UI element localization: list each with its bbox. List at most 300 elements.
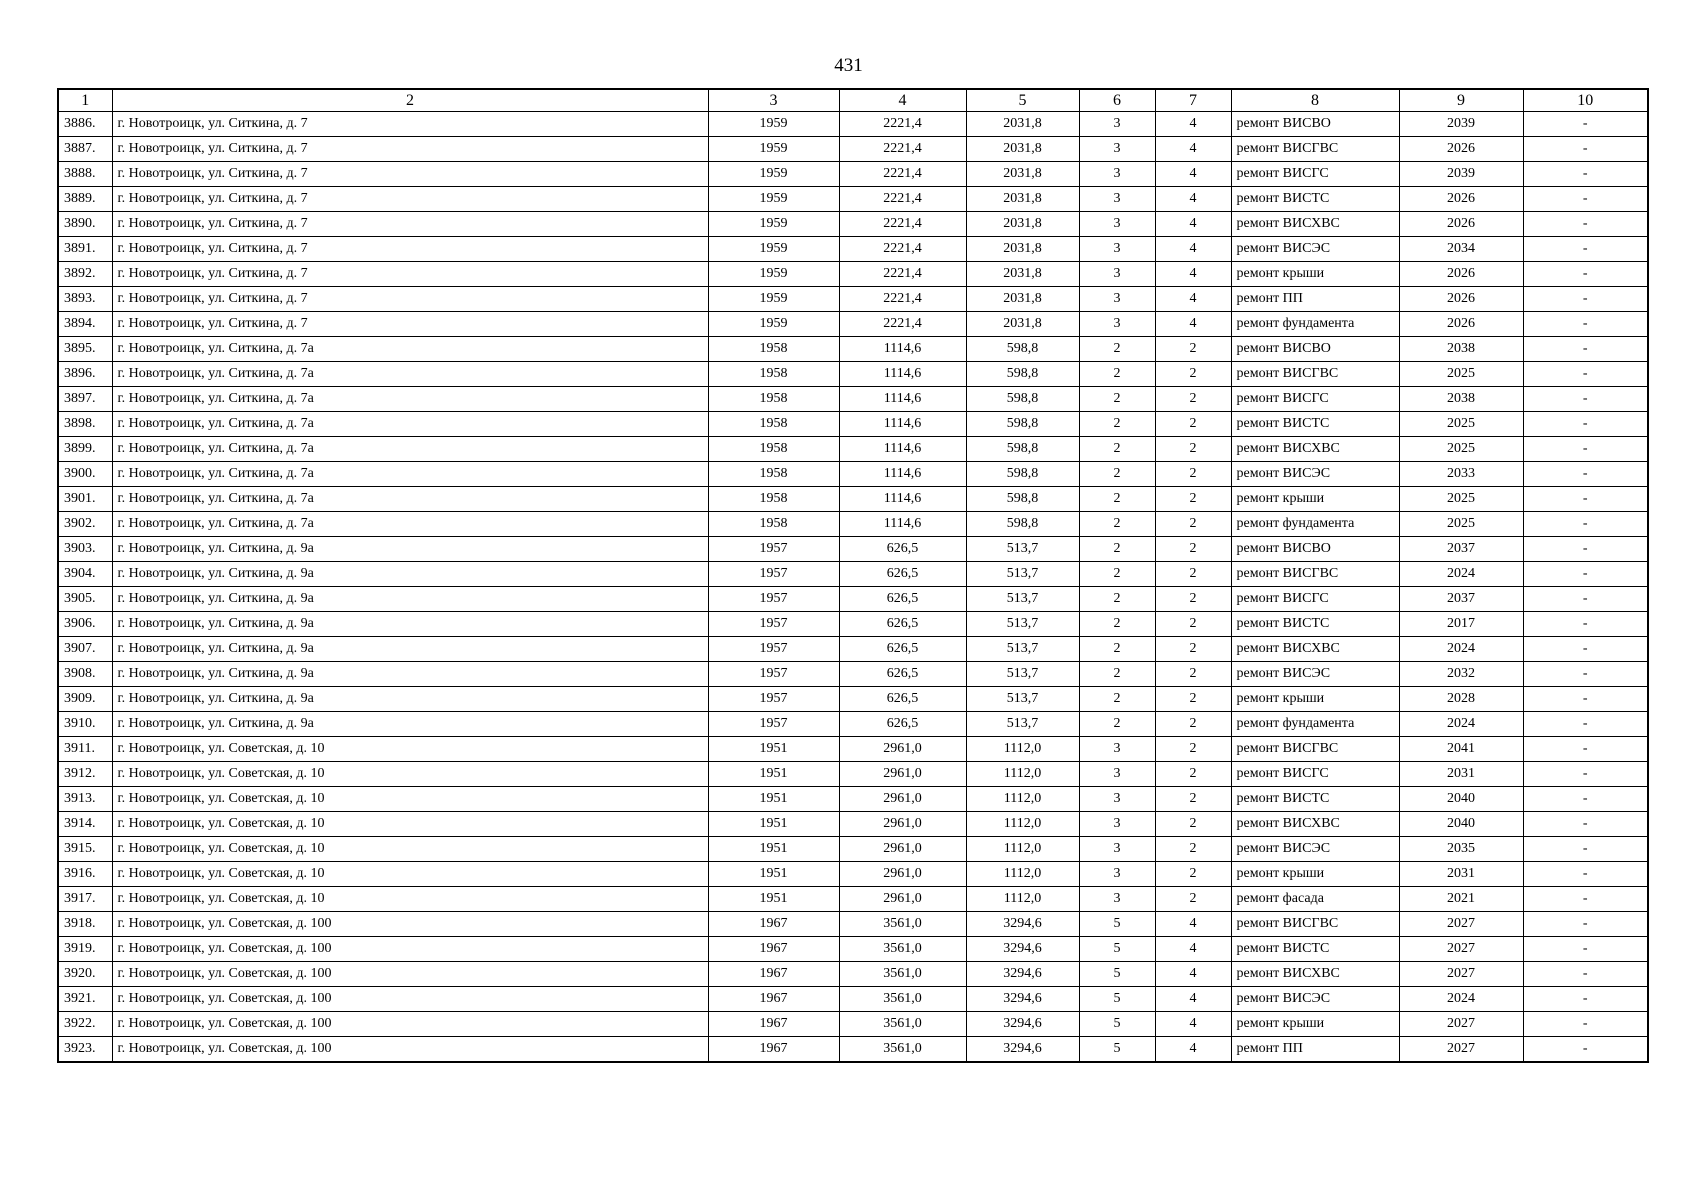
total-area-cell: 1114,6 [839, 387, 966, 412]
planned-year-cell: 2033 [1399, 462, 1523, 487]
planned-year-cell: 2038 [1399, 387, 1523, 412]
year-cell: 1967 [708, 912, 839, 937]
header-row [58, 89, 1648, 112]
work-type-cell: ремонт крыши [1231, 1012, 1399, 1037]
total-area-cell: 2961,0 [839, 862, 966, 887]
note-cell: - [1523, 437, 1648, 462]
row-number-cell: 3914. [58, 812, 112, 837]
entrances-cell: 4 [1155, 1037, 1231, 1063]
table-row [58, 937, 1648, 962]
address-cell: г. Новотроицк, ул. Ситкина, д. 7 [112, 112, 708, 137]
planned-year-cell: 2034 [1399, 237, 1523, 262]
year-cell: 1958 [708, 512, 839, 537]
address-cell: г. Новотроицк, ул. Советская, д. 100 [112, 912, 708, 937]
entrances-cell: 4 [1155, 262, 1231, 287]
address-cell: г. Новотроицк, ул. Советская, д. 100 [112, 1037, 708, 1063]
row-number-cell: 3913. [58, 787, 112, 812]
living-area-cell: 513,7 [966, 612, 1079, 637]
floors-cell: 2 [1079, 512, 1155, 537]
planned-year-cell: 2027 [1399, 937, 1523, 962]
note-cell: - [1523, 537, 1648, 562]
year-cell: 1958 [708, 362, 839, 387]
planned-year-cell: 2031 [1399, 762, 1523, 787]
living-area-cell: 598,8 [966, 487, 1079, 512]
entrances-cell: 4 [1155, 987, 1231, 1012]
address-cell: г. Новотроицк, ул. Ситкина, д. 9а [112, 637, 708, 662]
living-area-cell: 3294,6 [966, 1037, 1079, 1063]
total-area-cell: 2961,0 [839, 737, 966, 762]
entrances-cell: 2 [1155, 762, 1231, 787]
work-type-cell: ремонт ВИСТС [1231, 412, 1399, 437]
table-row [58, 187, 1648, 212]
work-type-cell: ремонт ВИСХВС [1231, 962, 1399, 987]
living-area-cell: 3294,6 [966, 912, 1079, 937]
address-cell: г. Новотроицк, ул. Ситкина, д. 9а [112, 662, 708, 687]
entrances-cell: 2 [1155, 512, 1231, 537]
table-row [58, 237, 1648, 262]
row-number-cell: 3907. [58, 637, 112, 662]
floors-cell: 2 [1079, 362, 1155, 387]
row-number-cell: 3888. [58, 162, 112, 187]
address-cell: г. Новотроицк, ул. Советская, д. 10 [112, 862, 708, 887]
entrances-cell: 4 [1155, 962, 1231, 987]
planned-year-cell: 2026 [1399, 137, 1523, 162]
entrances-cell: 2 [1155, 362, 1231, 387]
register-table [57, 88, 1649, 1063]
year-cell: 1951 [708, 762, 839, 787]
total-area-cell: 626,5 [839, 537, 966, 562]
total-area-cell: 2221,4 [839, 112, 966, 137]
work-type-cell: ремонт крыши [1231, 262, 1399, 287]
entrances-cell: 2 [1155, 337, 1231, 362]
total-area-cell: 626,5 [839, 637, 966, 662]
total-area-cell: 1114,6 [839, 462, 966, 487]
living-area-cell: 2031,8 [966, 287, 1079, 312]
address-cell: г. Новотроицк, ул. Ситкина, д. 9а [112, 612, 708, 637]
note-cell: - [1523, 1037, 1648, 1063]
work-type-cell: ремонт ВИСГВС [1231, 137, 1399, 162]
floors-cell: 3 [1079, 737, 1155, 762]
living-area-cell: 2031,8 [966, 237, 1079, 262]
floors-cell: 3 [1079, 237, 1155, 262]
address-cell: г. Новотроицк, ул. Ситкина, д. 7а [112, 337, 708, 362]
table-row [58, 987, 1648, 1012]
year-cell: 1959 [708, 187, 839, 212]
note-cell: - [1523, 687, 1648, 712]
table-row [58, 687, 1648, 712]
entrances-cell: 2 [1155, 662, 1231, 687]
year-cell: 1957 [708, 662, 839, 687]
table-row [58, 912, 1648, 937]
table-row [58, 412, 1648, 437]
note-cell: - [1523, 337, 1648, 362]
living-area-cell: 598,8 [966, 337, 1079, 362]
note-cell: - [1523, 562, 1648, 587]
work-type-cell: ремонт ВИСВО [1231, 537, 1399, 562]
planned-year-cell: 2025 [1399, 412, 1523, 437]
total-area-cell: 626,5 [839, 562, 966, 587]
address-cell: г. Новотроицк, ул. Ситкина, д. 9а [112, 687, 708, 712]
total-area-cell: 2221,4 [839, 262, 966, 287]
work-type-cell: ремонт ВИСГС [1231, 762, 1399, 787]
floors-cell: 5 [1079, 962, 1155, 987]
living-area-cell: 598,8 [966, 462, 1079, 487]
address-cell: г. Новотроицк, ул. Ситкина, д. 7а [112, 487, 708, 512]
table-row [58, 562, 1648, 587]
year-cell: 1967 [708, 937, 839, 962]
planned-year-cell: 2027 [1399, 1037, 1523, 1063]
work-type-cell: ремонт ВИСЭС [1231, 462, 1399, 487]
work-type-cell: ремонт ВИСЭС [1231, 237, 1399, 262]
living-area-cell: 2031,8 [966, 112, 1079, 137]
year-cell: 1957 [708, 637, 839, 662]
floors-cell: 5 [1079, 987, 1155, 1012]
floors-cell: 3 [1079, 212, 1155, 237]
table-row [58, 712, 1648, 737]
note-cell: - [1523, 887, 1648, 912]
entrances-cell: 2 [1155, 587, 1231, 612]
floors-cell: 2 [1079, 437, 1155, 462]
row-number-cell: 3889. [58, 187, 112, 212]
planned-year-cell: 2026 [1399, 287, 1523, 312]
floors-cell: 2 [1079, 337, 1155, 362]
year-cell: 1967 [708, 987, 839, 1012]
total-area-cell: 2961,0 [839, 887, 966, 912]
floors-cell: 3 [1079, 837, 1155, 862]
year-cell: 1958 [708, 462, 839, 487]
living-area-cell: 2031,8 [966, 137, 1079, 162]
table-row [58, 512, 1648, 537]
year-cell: 1967 [708, 1012, 839, 1037]
total-area-cell: 626,5 [839, 712, 966, 737]
entrances-cell: 2 [1155, 887, 1231, 912]
entrances-cell: 4 [1155, 162, 1231, 187]
row-number-cell: 3919. [58, 937, 112, 962]
table-body [58, 112, 1648, 1063]
floors-cell: 3 [1079, 312, 1155, 337]
total-area-cell: 3561,0 [839, 987, 966, 1012]
entrances-cell: 2 [1155, 387, 1231, 412]
row-number-cell: 3897. [58, 387, 112, 412]
work-type-cell: ремонт крыши [1231, 862, 1399, 887]
living-area-cell: 513,7 [966, 562, 1079, 587]
living-area-cell: 513,7 [966, 637, 1079, 662]
work-type-cell: ремонт ВИСТС [1231, 612, 1399, 637]
entrances-cell: 2 [1155, 562, 1231, 587]
row-number-cell: 3899. [58, 437, 112, 462]
address-cell: г. Новотроицк, ул. Ситкина, д. 7а [112, 462, 708, 487]
note-cell: - [1523, 162, 1648, 187]
living-area-cell: 1112,0 [966, 762, 1079, 787]
floors-cell: 3 [1079, 112, 1155, 137]
table-row [58, 212, 1648, 237]
table-row [58, 1012, 1648, 1037]
column-header: 1 [58, 89, 112, 112]
entrances-cell: 2 [1155, 637, 1231, 662]
floors-cell: 3 [1079, 787, 1155, 812]
planned-year-cell: 2024 [1399, 987, 1523, 1012]
floors-cell: 3 [1079, 887, 1155, 912]
living-area-cell: 3294,6 [966, 1012, 1079, 1037]
year-cell: 1959 [708, 287, 839, 312]
work-type-cell: ремонт ВИСХВС [1231, 212, 1399, 237]
planned-year-cell: 2039 [1399, 162, 1523, 187]
year-cell: 1951 [708, 737, 839, 762]
planned-year-cell: 2037 [1399, 537, 1523, 562]
floors-cell: 2 [1079, 637, 1155, 662]
note-cell: - [1523, 587, 1648, 612]
column-header: 6 [1079, 89, 1155, 112]
planned-year-cell: 2026 [1399, 187, 1523, 212]
planned-year-cell: 2025 [1399, 487, 1523, 512]
total-area-cell: 626,5 [839, 662, 966, 687]
note-cell: - [1523, 237, 1648, 262]
note-cell: - [1523, 637, 1648, 662]
address-cell: г. Новотроицк, ул. Ситкина, д. 7 [112, 162, 708, 187]
note-cell: - [1523, 987, 1648, 1012]
floors-cell: 5 [1079, 1037, 1155, 1063]
row-number-cell: 3921. [58, 987, 112, 1012]
note-cell: - [1523, 712, 1648, 737]
address-cell: г. Новотроицк, ул. Ситкина, д. 7 [112, 187, 708, 212]
planned-year-cell: 2032 [1399, 662, 1523, 687]
planned-year-cell: 2024 [1399, 712, 1523, 737]
work-type-cell: ремонт ВИСЭС [1231, 837, 1399, 862]
floors-cell: 2 [1079, 487, 1155, 512]
floors-cell: 3 [1079, 287, 1155, 312]
living-area-cell: 1112,0 [966, 837, 1079, 862]
living-area-cell: 598,8 [966, 387, 1079, 412]
floors-cell: 2 [1079, 712, 1155, 737]
entrances-cell: 2 [1155, 612, 1231, 637]
work-type-cell: ремонт ПП [1231, 1037, 1399, 1063]
planned-year-cell: 2028 [1399, 687, 1523, 712]
planned-year-cell: 2024 [1399, 637, 1523, 662]
year-cell: 1959 [708, 262, 839, 287]
row-number-cell: 3891. [58, 237, 112, 262]
work-type-cell: ремонт ВИСХВС [1231, 437, 1399, 462]
work-type-cell: ремонт ВИСЭС [1231, 662, 1399, 687]
address-cell: г. Новотроицк, ул. Ситкина, д. 7а [112, 387, 708, 412]
table-row [58, 387, 1648, 412]
year-cell: 1967 [708, 1037, 839, 1063]
work-type-cell: ремонт ВИСГС [1231, 162, 1399, 187]
planned-year-cell: 2040 [1399, 787, 1523, 812]
row-number-cell: 3900. [58, 462, 112, 487]
column-header: 7 [1155, 89, 1231, 112]
row-number-cell: 3894. [58, 312, 112, 337]
row-number-cell: 3915. [58, 837, 112, 862]
total-area-cell: 3561,0 [839, 1012, 966, 1037]
address-cell: г. Новотроицк, ул. Ситкина, д. 7 [112, 137, 708, 162]
year-cell: 1951 [708, 787, 839, 812]
row-number-cell: 3908. [58, 662, 112, 687]
table-row [58, 287, 1648, 312]
living-area-cell: 513,7 [966, 687, 1079, 712]
address-cell: г. Новотроицк, ул. Советская, д. 10 [112, 887, 708, 912]
note-cell: - [1523, 787, 1648, 812]
year-cell: 1957 [708, 587, 839, 612]
total-area-cell: 2961,0 [839, 787, 966, 812]
entrances-cell: 4 [1155, 137, 1231, 162]
address-cell: г. Новотроицк, ул. Ситкина, д. 7а [112, 412, 708, 437]
year-cell: 1959 [708, 237, 839, 262]
table-row [58, 812, 1648, 837]
living-area-cell: 1112,0 [966, 787, 1079, 812]
note-cell: - [1523, 962, 1648, 987]
entrances-cell: 4 [1155, 937, 1231, 962]
note-cell: - [1523, 487, 1648, 512]
planned-year-cell: 2024 [1399, 562, 1523, 587]
living-area-cell: 1112,0 [966, 812, 1079, 837]
address-cell: г. Новотроицк, ул. Советская, д. 100 [112, 987, 708, 1012]
address-cell: г. Новотроицк, ул. Ситкина, д. 7 [112, 287, 708, 312]
living-area-cell: 598,8 [966, 412, 1079, 437]
planned-year-cell: 2027 [1399, 912, 1523, 937]
note-cell: - [1523, 312, 1648, 337]
row-number-cell: 3905. [58, 587, 112, 612]
address-cell: г. Новотроицк, ул. Советская, д. 10 [112, 837, 708, 862]
work-type-cell: ремонт ВИСГС [1231, 587, 1399, 612]
row-number-cell: 3904. [58, 562, 112, 587]
address-cell: г. Новотроицк, ул. Советская, д. 10 [112, 812, 708, 837]
living-area-cell: 1112,0 [966, 737, 1079, 762]
floors-cell: 2 [1079, 662, 1155, 687]
table-row [58, 862, 1648, 887]
note-cell: - [1523, 912, 1648, 937]
note-cell: - [1523, 1012, 1648, 1037]
row-number-cell: 3886. [58, 112, 112, 137]
living-area-cell: 1112,0 [966, 862, 1079, 887]
living-area-cell: 3294,6 [966, 937, 1079, 962]
living-area-cell: 513,7 [966, 662, 1079, 687]
work-type-cell: ремонт фундамента [1231, 512, 1399, 537]
work-type-cell: ремонт ВИСТС [1231, 187, 1399, 212]
year-cell: 1957 [708, 712, 839, 737]
total-area-cell: 2221,4 [839, 187, 966, 212]
total-area-cell: 626,5 [839, 687, 966, 712]
address-cell: г. Новотроицк, ул. Ситкина, д. 9а [112, 712, 708, 737]
entrances-cell: 4 [1155, 912, 1231, 937]
table-row [58, 112, 1648, 137]
total-area-cell: 1114,6 [839, 362, 966, 387]
table-row [58, 362, 1648, 387]
living-area-cell: 3294,6 [966, 962, 1079, 987]
total-area-cell: 2221,4 [839, 162, 966, 187]
row-number-cell: 3896. [58, 362, 112, 387]
planned-year-cell: 2027 [1399, 1012, 1523, 1037]
address-cell: г. Новотроицк, ул. Советская, д. 100 [112, 1012, 708, 1037]
row-number-cell: 3895. [58, 337, 112, 362]
entrances-cell: 2 [1155, 487, 1231, 512]
year-cell: 1951 [708, 862, 839, 887]
work-type-cell: ремонт ВИСВО [1231, 337, 1399, 362]
work-type-cell: ремонт ВИСХВС [1231, 812, 1399, 837]
row-number-cell: 3918. [58, 912, 112, 937]
entrances-cell: 4 [1155, 212, 1231, 237]
note-cell: - [1523, 862, 1648, 887]
floors-cell: 3 [1079, 162, 1155, 187]
total-area-cell: 1114,6 [839, 512, 966, 537]
table-row [58, 887, 1648, 912]
floors-cell: 3 [1079, 137, 1155, 162]
table-row [58, 337, 1648, 362]
floors-cell: 5 [1079, 1012, 1155, 1037]
entrances-cell: 2 [1155, 837, 1231, 862]
living-area-cell: 2031,8 [966, 162, 1079, 187]
year-cell: 1951 [708, 837, 839, 862]
planned-year-cell: 2025 [1399, 512, 1523, 537]
year-cell: 1958 [708, 487, 839, 512]
work-type-cell: ремонт ВИСГВС [1231, 737, 1399, 762]
note-cell: - [1523, 512, 1648, 537]
entrances-cell: 4 [1155, 287, 1231, 312]
total-area-cell: 2961,0 [839, 812, 966, 837]
planned-year-cell: 2031 [1399, 862, 1523, 887]
floors-cell: 3 [1079, 187, 1155, 212]
work-type-cell: ремонт ПП [1231, 287, 1399, 312]
note-cell: - [1523, 662, 1648, 687]
entrances-cell: 4 [1155, 1012, 1231, 1037]
planned-year-cell: 2017 [1399, 612, 1523, 637]
planned-year-cell: 2026 [1399, 262, 1523, 287]
table-row [58, 312, 1648, 337]
table-row [58, 962, 1648, 987]
total-area-cell: 3561,0 [839, 962, 966, 987]
year-cell: 1958 [708, 412, 839, 437]
total-area-cell: 2221,4 [839, 212, 966, 237]
address-cell: г. Новотроицк, ул. Ситкина, д. 7 [112, 237, 708, 262]
row-number-cell: 3910. [58, 712, 112, 737]
floors-cell: 3 [1079, 812, 1155, 837]
row-number-cell: 3892. [58, 262, 112, 287]
year-cell: 1958 [708, 437, 839, 462]
note-cell: - [1523, 412, 1648, 437]
total-area-cell: 2961,0 [839, 762, 966, 787]
floors-cell: 3 [1079, 262, 1155, 287]
table-row [58, 587, 1648, 612]
planned-year-cell: 2021 [1399, 887, 1523, 912]
row-number-cell: 3911. [58, 737, 112, 762]
row-number-cell: 3887. [58, 137, 112, 162]
entrances-cell: 4 [1155, 237, 1231, 262]
year-cell: 1957 [708, 612, 839, 637]
entrances-cell: 2 [1155, 412, 1231, 437]
table-header [58, 89, 1648, 112]
total-area-cell: 2221,4 [839, 287, 966, 312]
total-area-cell: 2221,4 [839, 312, 966, 337]
table-row [58, 537, 1648, 562]
column-header: 2 [112, 89, 708, 112]
column-header: 4 [839, 89, 966, 112]
table-row [58, 1037, 1648, 1063]
table-row [58, 737, 1648, 762]
note-cell: - [1523, 937, 1648, 962]
year-cell: 1959 [708, 312, 839, 337]
work-type-cell: ремонт крыши [1231, 487, 1399, 512]
address-cell: г. Новотроицк, ул. Ситкина, д. 9а [112, 587, 708, 612]
entrances-cell: 2 [1155, 437, 1231, 462]
note-cell: - [1523, 362, 1648, 387]
planned-year-cell: 2026 [1399, 312, 1523, 337]
living-area-cell: 513,7 [966, 712, 1079, 737]
entrances-cell: 2 [1155, 537, 1231, 562]
year-cell: 1959 [708, 212, 839, 237]
living-area-cell: 598,8 [966, 362, 1079, 387]
total-area-cell: 2221,4 [839, 137, 966, 162]
table-row [58, 137, 1648, 162]
column-header: 9 [1399, 89, 1523, 112]
